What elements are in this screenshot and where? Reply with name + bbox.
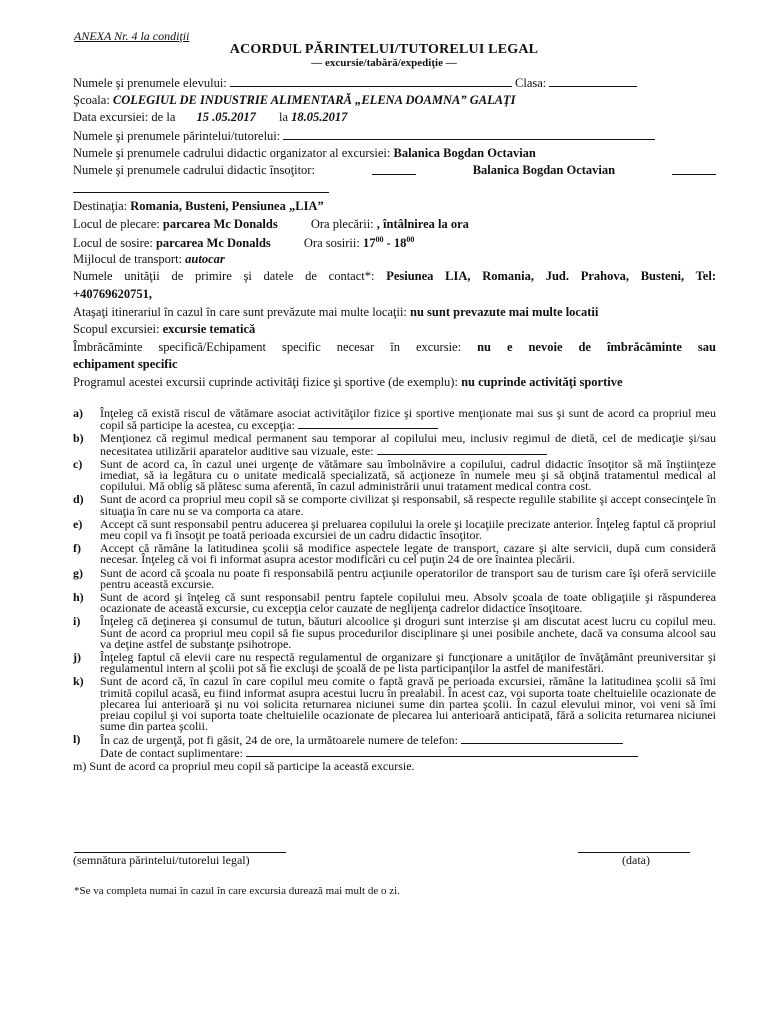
parent-name-label: Numele şi prenumele părintelui/tutorelui: [73,129,281,143]
companion-value: Balanica Bogdan Octavian [472,163,616,177]
extra-contact-label: Date de contact suplimentare: [100,745,243,760]
consent-item-g: g) Sunt de acord că şcoala nu poate fi responsabilă pentru acţiunile operatorilor de transport sau de turism care îşi oferă serviciile pentru această excursie. [73,565,716,591]
date-from: 15 .05.2017 [196,110,256,124]
clothing-value-2: echipament specific [73,357,178,371]
arrival-row [73,235,716,251]
consent-item-f: f) Accept că rămâne la latitudinea şcolii să modifice aspectele legate de transport, cazare şi alte servicii, după cum consideră necesar. Înţeleg că voi fi informat asupra acestor modificări cu cel puţin 24 de ore înaintea plecării. [73,541,716,567]
consent-item-d: d) Sunt de acord ca propriul meu copil să se comporte civilizat şi responsabil, să respecte regulile stabilite şi accept consecinţele în situaţia în care nu se va comporta ca atare. [73,492,716,518]
class-label: Clasa: [515,76,547,90]
purpose-row [73,322,716,337]
transport-row [73,252,716,267]
signature-label: (semnătura părintelui/tutorelui legal) [73,853,250,867]
purpose-label: Scopul excursiei: [73,322,160,336]
arrival-time-value: $17^{00} - 18^{00}$ [362,235,415,251]
arrival-place-label: Locul de sosire: [73,236,153,251]
consent-item-l: l) În caz de urgenţă, pot fi găsit, 24 de ore, la următoarele numere de telefon: Date de contact suplimentare: [73,734,716,758]
class-blank[interactable] [549,75,637,87]
program-label: Programul acestei excursii cuprinde activităţi fizice şi sportive (de exemplu): [73,375,458,389]
consent-item-i: i) Înţeleg că deţinerea şi consumul de tutun, băuturi alcoolice şi droguri sunt interzise şi am discutat acest lucru cu copilul meu. Sunt de acord ca propriul meu copil să fie supus procedurilor disciplinare şi unei posibile anchete, dacă va consuma alcool sau va deţine astfel de substanţe psihotrope. [73,614,716,651]
consent-items [73,408,716,774]
annex-label: ANEXA Nr. 4 la condiţii [74,29,190,43]
emergency-phone-blank[interactable] [461,734,623,744]
companion-blank-right [672,163,716,175]
companion-label: Numele şi prenumele cadrului didactic însoţitor: [73,163,315,177]
destination-row [73,199,716,214]
departure-time-label: Ora plecării: [310,217,374,231]
clothing-row [73,340,716,355]
consent-item-a: a) Înţeleg că există riscul de vătămare asociat activităţilor fizice şi sportive menţionate mai sus şi sunt de acord ca propriul meu copil să participe la acestea, cu excepţia: [73,406,716,433]
transport-value: autocar [185,252,225,266]
clothing-value: nu e nevoie de îmbrăcăminte sau [477,340,716,354]
consent-item-m: m) Sunt de acord ca propriul meu copil să participe la această excursie. [73,758,415,773]
itinerary-label: Ataşaţi itinerariul în cazul în care sunt prevăzute mai multe locaţii: [73,305,407,319]
accommodation-label: Numele unităţii de primire şi datele de contact*: [73,269,375,283]
date-to: 18.05.2017 [291,110,348,124]
medical-regime-blank[interactable] [377,445,547,455]
form-title: ACORDUL PĂRINTELUI/TUTORELUI LEGAL [229,42,539,57]
school-row [73,93,716,108]
clothing-label: Îmbrăcăminte specifică/Echipament specific necesar în excursie: [73,340,462,354]
companion-row [73,163,716,178]
accommodation-phone: +40769620751, [73,287,152,301]
consent-item-c: c) Sunt de acord ca, în cazul unei urgenţe de vătămare sau îmbolnăvire a copilului, cadrul didactic însoţitor să mă înştiinţeze imediat, să ia legătura cu o unitate medicală specializată, să acţioneze în numele meu şi să obţină tratamentul medical al copilului. Mă oblig să plătesc suma aferentă, în cazul administrării unui tratament medical contra cost. [73,456,716,494]
student-name-row [73,75,716,91]
organizer-row [73,146,716,161]
arrival-time-label: Ora sosirii: [303,236,360,251]
school-label: Şcoala: [73,93,110,107]
arrival-place-value: parcarea Mc Donalds [155,236,271,251]
departure-time-value: , întâlnirea la ora [376,217,469,231]
consent-item-j: j) Înţeleg faptul că elevii care nu respectă regulamentul de organizare şi funcţionare a unităţilor de învăţământ preuniversitar şi regulamentul intern al şcolii pot să fie excluşi de şcoală de pe lista participanţilor la astfel de manifestări. [73,650,716,676]
exception-blank[interactable] [298,419,438,429]
purpose-value: excursie tematică [162,322,256,336]
itinerary-value: nu sunt prevazute mai multe locatii [410,305,599,319]
itinerary-row [73,305,716,320]
dates-label: Data excursiei: de la [73,110,176,124]
departure-place-value: parcarea Mc Donalds [162,217,278,231]
organizer-value: Balanica Bogdan Octavian [393,146,536,160]
parent-name-row [73,128,716,144]
program-value: nu cuprinde activităţi sportive [461,375,623,389]
consent-item-e: e) Accept că sunt responsabil pentru aducerea şi preluarea copilului la orele şi locaţiile precizate anterior. Înţeleg faptul că propriul meu copil va fi însoţit pe toată perioada excursiei de un cadru didactic însoţitor. [73,516,716,543]
accommodation-value: Pesiunea LIA, Romania, Jud. Prahova, Busteni, Tel: [386,269,716,283]
consent-item-h: h) Sunt de acord şi înţeleg că sunt responsabil pentru faptele copilului meu. Absolv şcoala de toate obligaţiile şi răspunderea ocazionate de această excursie, cu excepţia celor cauzate de neglijenţa cadrelor didactice însoţitoare. [73,590,716,616]
departure-place-label: Locul de plecare: [73,217,160,231]
extra-contact-blank[interactable] [246,747,638,757]
date-label: (data) [622,853,650,867]
form-subtitle: — excursie/tabără/expediţie — [311,57,457,69]
student-name-label: Numele şi prenumele elevului: [73,76,227,90]
student-name-blank[interactable] [230,75,512,87]
departure-row [73,217,716,232]
transport-label: Mijlocul de transport: [73,252,183,266]
organizer-label: Numele şi prenumele cadrului didactic organizator al excursiei: [73,146,391,160]
parent-name-blank[interactable] [283,128,655,140]
school-value: COLEGIUL DE INDUSTRIE ALIMENTARĂ „ELENA DOAMNA” GALAŢI [112,93,516,107]
destination-value: Romania, Busteni, Pensiunea „LIA” [130,199,324,213]
dates-row [73,110,716,125]
program-row [73,375,716,390]
accommodation-row [73,269,716,284]
dates-to-label: la [279,110,289,124]
companion-blank-left [372,163,416,175]
footnote: *Se va completa numai în cazul în care excursia durează mai mult de o zi. [74,885,400,897]
consent-item-b: b) Menţionez că regimul medical permanent sau temporar al copilului meu, inclusiv regimul de dietă, cel de medicaţie şi/sau necesitatea utilizării aparatelor auditive sau vizuale, este: [73,431,716,458]
accommodation-phone-row [73,287,716,302]
companion-line-2 [73,192,329,193]
consent-item-k: k) Sunt de acord că, în cazul în care copilul meu comite o faptă gravă pe perioada excursiei, rămâne la latitudinea şcolii să îmi trimită copilul acasă, eu fiind informat asupra acestui lucru în prealabil. În acest caz, voi suporta toate cheltuielile ocazionate de plecarea lui anterioară şi nu voi solicita returnarea niciunei sume din partea şcolii. În cazul elevului minor, voi veni să îmi preiau copilul şi voi suporta toate cheltuielile ocazionate de plecarea lui anterioară anticipată, fără a solicita returnarea niciunei sume din partea şcolii. [73,674,716,734]
destination-label: Destinaţia: [73,199,128,213]
clothing-row-2 [73,357,716,372]
